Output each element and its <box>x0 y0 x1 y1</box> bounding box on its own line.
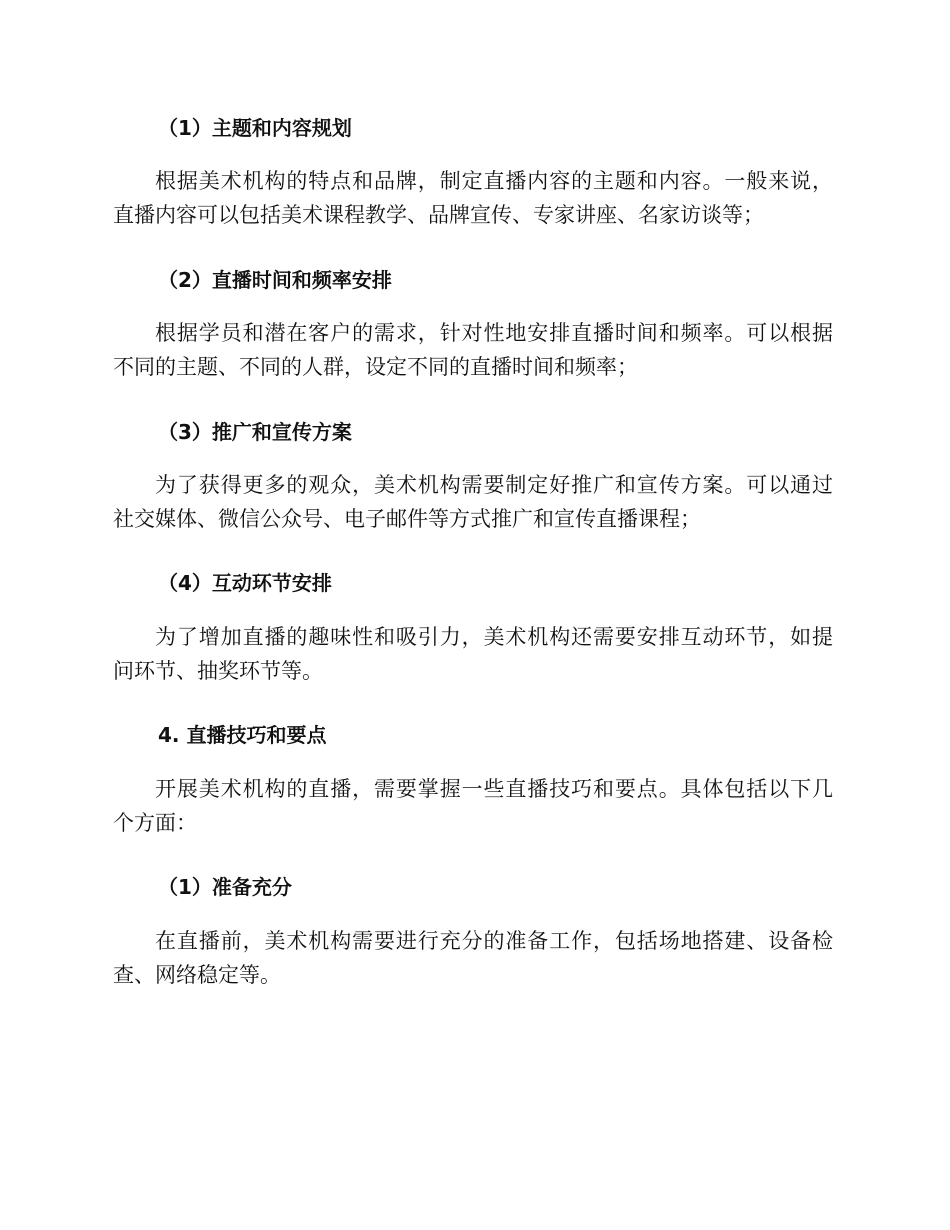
section-heading-live-tips: 4. 直播技巧和要点 <box>158 723 327 747</box>
paragraph-line: 在直播前，美术机构需要进行充分的准备工作，包括场地搭建、设备检 <box>155 929 833 953</box>
paragraph-live-tips <box>113 772 833 840</box>
paragraph-line: 查、网络稳定等。 <box>113 963 281 987</box>
section-heading-time-frequency: （2）直播时间和频率安排 <box>158 268 392 292</box>
paragraph-line: 根据美术机构的特点和品牌，制定直播内容的主题和内容。一般来说， <box>155 169 833 193</box>
paragraph-preparation <box>113 924 833 992</box>
paragraph-interaction <box>113 620 833 688</box>
paragraph-line: 社交媒体、微信公众号、电子邮件等方式推广和宣传直播课程； <box>113 507 701 531</box>
section-heading-preparation: （1）准备充分 <box>158 875 292 899</box>
paragraph-line: 为了获得更多的观众，美术机构需要制定好推广和宣传方案。可以通过 <box>155 473 833 497</box>
paragraph-line: 问环节、抽奖环节等。 <box>113 659 323 683</box>
section-heading-interaction: （4）互动环节安排 <box>158 571 332 595</box>
section-heading-promotion: （3）推广和宣传方案 <box>158 420 352 444</box>
paragraph-line: 根据学员和潜在客户的需求，针对性地安排直播时间和频率。可以根据 <box>155 321 833 345</box>
paragraph-promotion <box>113 468 833 536</box>
paragraph-line: 直播内容可以包括美术课程教学、品牌宣传、专家讲座、名家访谈等； <box>113 203 764 227</box>
paragraph-line: 为了增加直播的趣味性和吸引力，美术机构还需要安排互动环节，如提 <box>155 625 833 649</box>
section-heading-topic-planning: （1）主题和内容规划 <box>158 116 352 140</box>
paragraph-topic-planning <box>113 164 833 232</box>
paragraph-line: 开展美术机构的直播，需要掌握一些直播技巧和要点。具体包括以下几 <box>155 777 833 801</box>
paragraph-line: 个方面： <box>113 811 197 835</box>
paragraph-line: 不同的主题、不同的人群，设定不同的直播时间和频率； <box>113 355 638 379</box>
paragraph-time-frequency <box>113 316 833 384</box>
